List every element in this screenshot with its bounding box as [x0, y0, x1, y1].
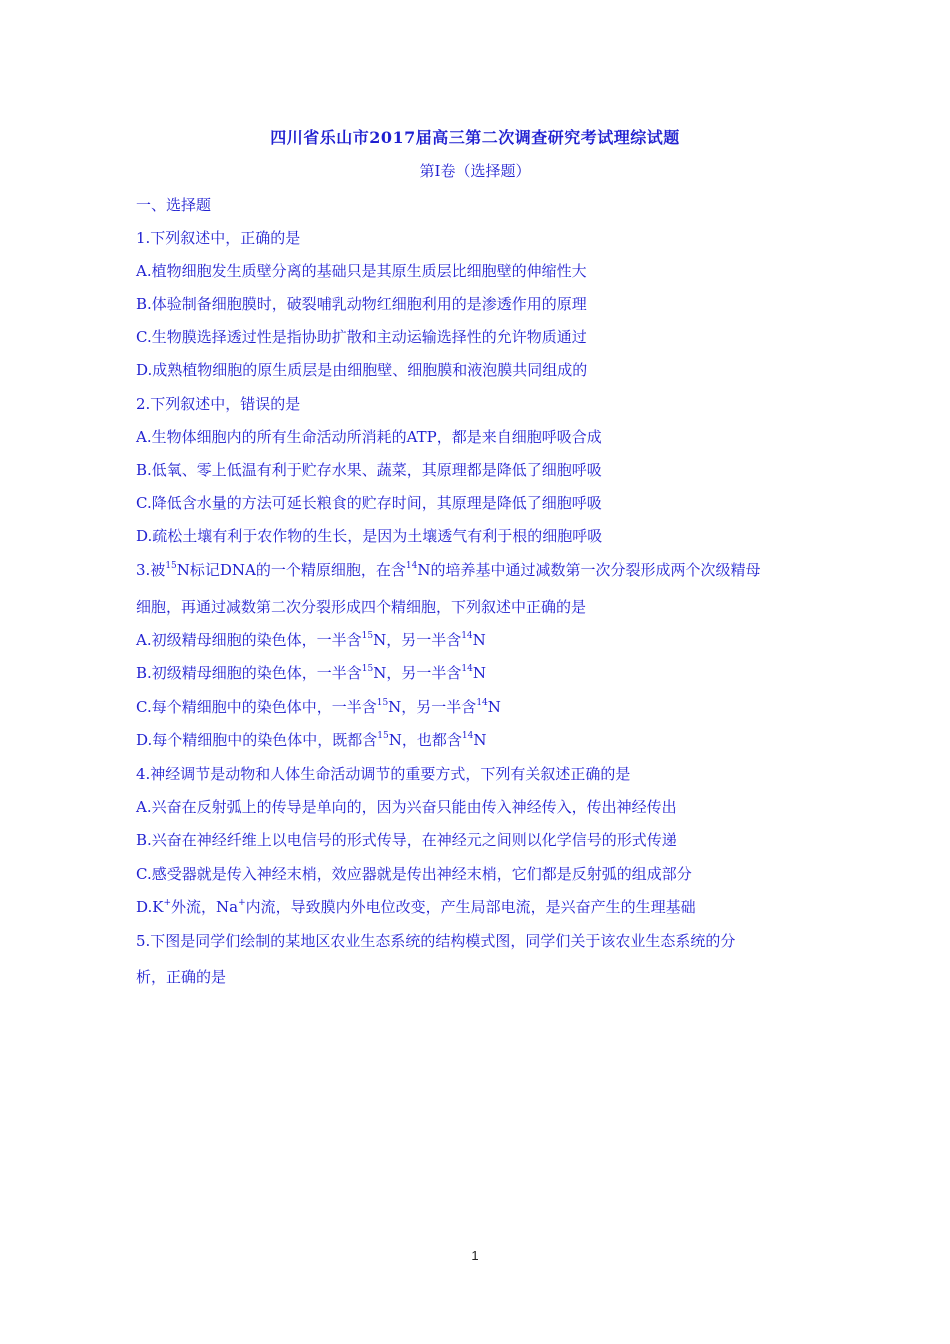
superscript-15: 15	[361, 631, 374, 641]
q3-c-text: N，另一半含	[388, 698, 477, 716]
question-3-option-b	[136, 663, 486, 683]
question-1-option-d: D.成熟植物细胞的原生质层是由细胞壁、细胞膜和液泡膜共同组成的	[136, 361, 588, 379]
superscript-14: 14	[476, 698, 488, 708]
question-3-option-c	[136, 697, 501, 717]
q3-b-text: N	[472, 664, 486, 682]
part-heading: 一、选择题	[136, 196, 212, 214]
question-4-option-a: A.兴奋在反射弧上的传导是单向的，因为兴奋只能由传入神经传入，传出神经传出	[136, 798, 677, 816]
question-5-stem: 5.下图是同学们绘制的某地区农业生态系统的结构模式图，同学们关于该农业生态系统的分	[136, 932, 736, 950]
question-3-stem	[136, 560, 760, 580]
question-1-stem: 1.下列叙述中，正确的是	[136, 229, 301, 247]
question-5-stem-line-2: 析，正确的是	[136, 968, 227, 986]
q3-c-text: C.每个精细胞中的染色体中，一半含	[136, 698, 377, 716]
q3-stem-part-3: N的培养基中通过减数第一次分裂形成两个次级精母	[417, 561, 761, 579]
q3-b-text: N，另一半含	[373, 664, 462, 682]
q3-b-text: B.初级精母细胞的染色体，一半含	[136, 664, 362, 682]
superscript-plus: +	[163, 898, 172, 908]
question-4-option-b: B.兴奋在神经纤维上以电信号的形式传导，在神经元之间则以化学信号的形式传递	[136, 831, 677, 849]
q4-d-text: 内流，导致膜内外电位改变，产生局部电流，是兴奋产生的生理基础	[245, 898, 696, 916]
question-3-stem-line-2: 细胞，再通过减数第二次分裂形成四个精细胞，下列叙述中正确的是	[136, 598, 587, 616]
q3-a-text: N	[472, 631, 486, 649]
question-2-option-b: B.低氧、零上低温有利于贮存水果、蔬菜，其原理都是降低了细胞呼吸	[136, 461, 602, 479]
superscript-15: 15	[165, 561, 177, 571]
q3-stem-part-1: 3.被	[136, 561, 166, 579]
question-1-option-b: B.体验制备细胞膜时，破裂哺乳动物红细胞利用的是渗透作用的原理	[136, 295, 587, 313]
question-2-stem: 2.下列叙述中，错误的是	[136, 395, 301, 413]
q3-a-text: A.初级精母细胞的染色体，一半含	[136, 631, 362, 649]
q3-d-text: D.每个精细胞中的染色体中，既都含	[136, 731, 378, 749]
superscript-14: 14	[461, 664, 473, 674]
question-3-option-a	[136, 630, 486, 650]
section-title: 第Ⅰ卷（选择题）	[419, 162, 531, 180]
superscript-14: 14	[461, 631, 473, 641]
q3-d-text: N	[473, 731, 487, 749]
q3-c-text: N	[487, 698, 501, 716]
question-1-option-c: C.生物膜选择透过性是指协助扩散和主动运输选择性的允许物质通过	[136, 328, 587, 346]
superscript-plus: +	[238, 898, 246, 908]
superscript-14: 14	[405, 561, 418, 571]
question-4-option-d	[136, 897, 696, 917]
superscript-15: 15	[376, 698, 389, 708]
q3-a-text: N，另一半含	[373, 631, 462, 649]
question-2-option-c: C.降低含水量的方法可延长粮食的贮存时间，其原理是降低了细胞呼吸	[136, 494, 602, 512]
question-2-option-d: D.疏松土壤有利于农作物的生长，是因为土壤透气有利于根的细胞呼吸	[136, 527, 603, 545]
q3-d-text: N，也都含	[388, 731, 462, 749]
superscript-15: 15	[377, 731, 389, 741]
question-3-option-d	[136, 730, 486, 750]
question-2-option-a: A.生物体细胞内的所有生命活动所消耗的ATP，都是来自细胞呼吸合成	[136, 428, 602, 446]
q4-d-text: D.K	[136, 898, 164, 916]
question-1-option-a: A.植物细胞发生质壁分离的基础只是其原生质层比细胞壁的伸缩性大	[136, 262, 587, 280]
superscript-15: 15	[361, 664, 374, 674]
page-number: 1	[471, 1248, 479, 1263]
question-4-option-c: C.感受器就是传入神经末梢，效应器就是传出神经末梢，它们都是反射弧的组成部分	[136, 865, 692, 883]
question-4-stem: 4.神经调节是动物和人体生命活动调节的重要方式，下列有关叙述正确的是	[136, 765, 631, 783]
q4-d-text: 外流，Na	[171, 898, 239, 916]
q3-stem-part-2: N标记DNA的一个精原细胞，在含	[176, 561, 406, 579]
document-title: 四川省乐山市2017届高三第二次调查研究考试理综试题	[270, 128, 680, 147]
superscript-14: 14	[461, 731, 474, 741]
